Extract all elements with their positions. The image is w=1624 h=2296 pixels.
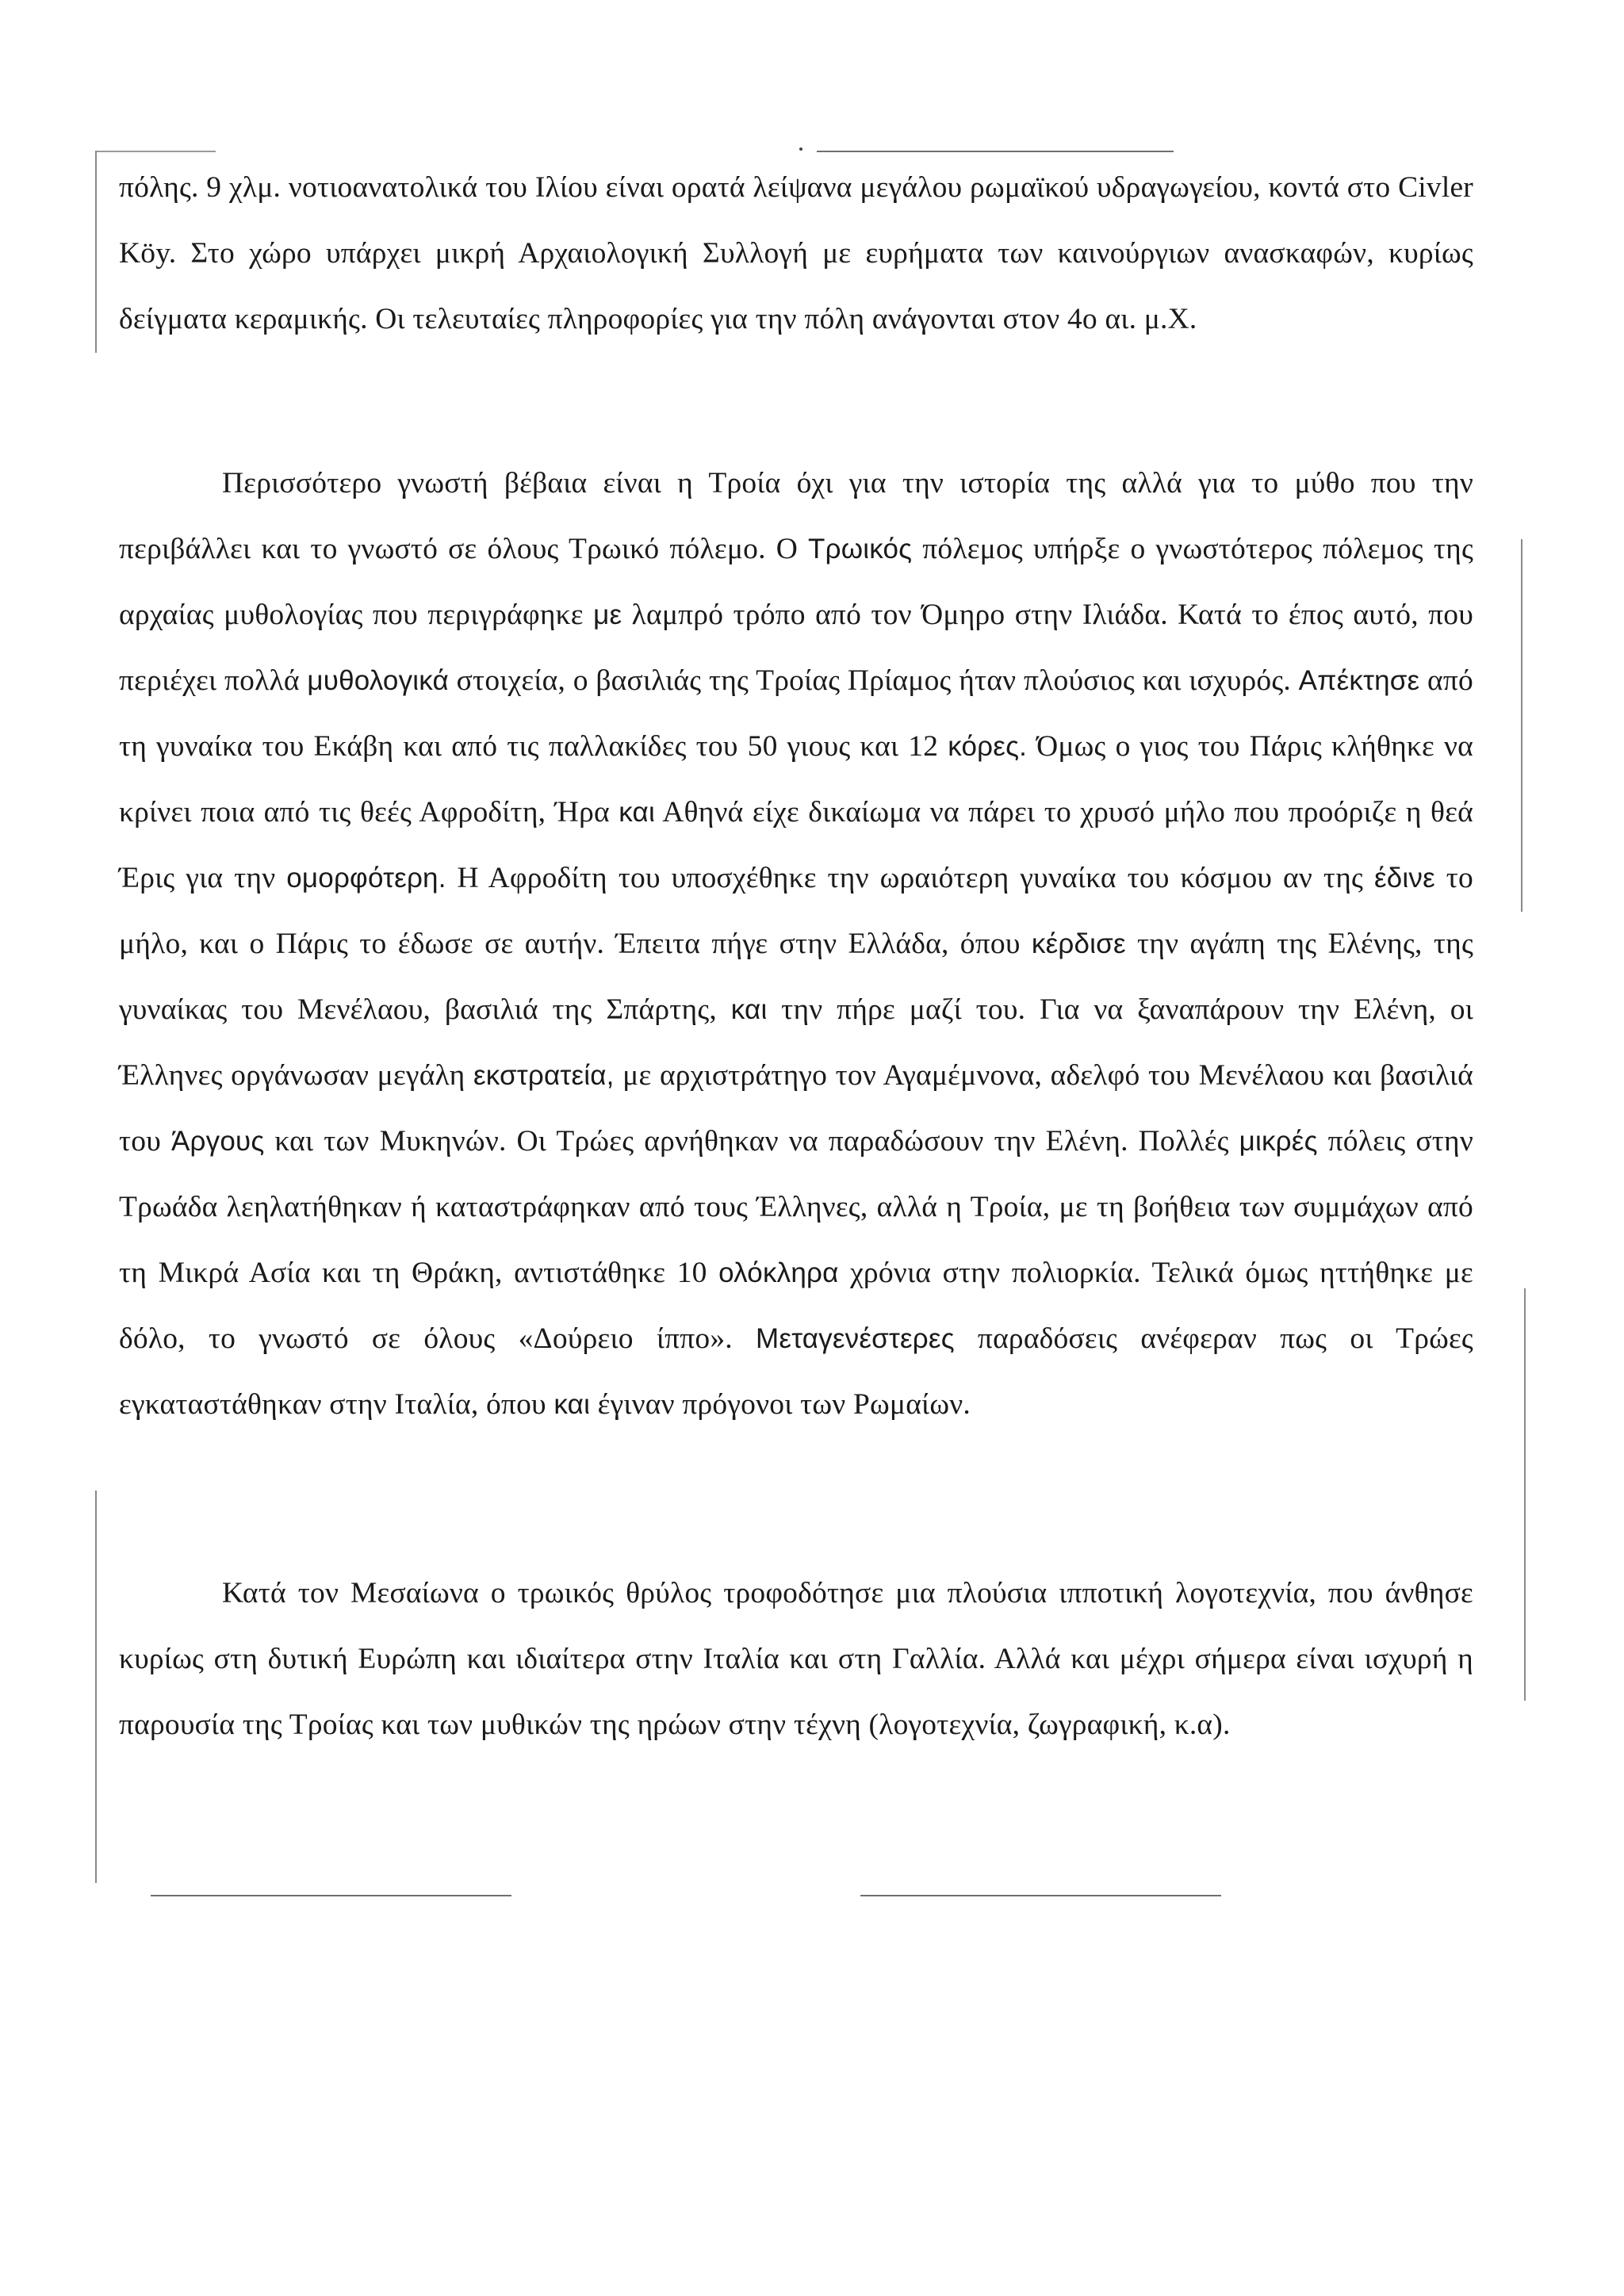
paragraph-1 <box>119 155 1473 352</box>
paragraph-3-text <box>119 1560 1473 1758</box>
text-run: Όμως ο γιος του Πάρις κλήθηκε να κρίνει ποια από τις θεές Αφροδίτη, Ήρα <box>119 730 1473 828</box>
top-left-rule <box>97 151 216 152</box>
top-dot <box>799 147 802 151</box>
text-run: πόλης. 9 χλμ. νοτιοανατολικά του Ιλίου είναι ορατά λείψανα μεγάλου ρωμαϊκού υδραγωγείου, κοντά στο Civler Köy. Στο χώρο υπάρχει μικρή Αρχαιολογική Συλλογή με ευρήματα των καινούργιων ανασκαφών, κυρίως δείγματα κεραμικής. Οι τελευταίες πληροφορίες για την πόλη ανάγονται στον 4ο αι. μ.Χ. <box>119 171 1473 335</box>
left-vertical-rule-upper <box>95 151 97 353</box>
bottom-right-rule <box>860 1895 1221 1896</box>
text-run: λαμπρό τρόπο από τον Όμηρο στην Ιλιάδα. Κατά το έπος αυτό, που περιέχει πολλά <box>119 599 1473 697</box>
text-run: Η Αφροδίτη του υποσχέθηκε την ωραιότερη γυναίκα του κόσμου αν της <box>446 862 1374 894</box>
text-run: ολόκληρα <box>718 1257 839 1288</box>
text-run: με αρχιστράτηγο τον Αγαμέμνονα, αδελφό του Μενέλαου και βασιλιά του <box>119 1059 1474 1158</box>
left-vertical-rule-lower <box>95 1490 97 1883</box>
text-run: την αγάπη της Ελένης, της γυναίκας του Μενέλαου, βασιλιά της Σπάρτης, <box>119 928 1473 1026</box>
text-run: και <box>730 994 768 1025</box>
text-run: Αθηνά είχε δικαίωμα να πάρει το χρυσό μήλο που προόριζε η θεά Έρις για την <box>119 796 1474 894</box>
text-run: Άργους <box>170 1126 265 1157</box>
text-run: και <box>619 797 655 828</box>
text-run: κέρδισε <box>1031 928 1126 959</box>
text-run: Κατά τον Μεσαίωνα ο τρωικός θρύλος τροφοδότησε μια πλούσια ιπποτική λογοτεχνία, που άνθησε κυρίως στη δυτική Ευρώπη και ιδιαίτερα στην Ιταλία και στη Γαλλία. Αλλά και μέχρι σήμερα είναι ισχυρή η παρουσία της Τροίας και των μυθικών της ηρώων στην τέχνη (λογοτεχνία, ζωγραφική, κ.α). <box>119 1577 1473 1741</box>
paragraph-2-text <box>119 450 1473 1437</box>
text-run: το μήλο, και ο Πάρις το έδωσε σε αυτήν. Έπειτα πήγε στην Ελλάδα, όπου <box>119 862 1474 960</box>
text-run: μυθολογικά <box>307 665 449 696</box>
top-rule <box>817 151 1174 152</box>
paragraph-1-text <box>119 155 1473 352</box>
text-run: και <box>553 1389 591 1420</box>
text-run: ομορφότερη. <box>286 863 446 894</box>
paragraph-2 <box>119 450 1473 1437</box>
text-run: Τρωικός <box>808 534 913 564</box>
text-run: έδινε <box>1373 863 1435 894</box>
text-run: Απέκτησε <box>1298 665 1420 696</box>
text-run: την πήρε μαζί του. Για να ξαναπάρουν την Ελένη, οι Έλληνες οργάνωσαν μεγάλη <box>119 993 1473 1092</box>
text-run: πόλεις στην Τρωάδα λεηλατήθηκαν ή καταστράφηκαν από τους Έλληνες, αλλά η Τροία, με τη βοήθεια των συμμάχων από τη Μικρά Ασία και τη Θράκη, αντιστάθηκε 10 <box>119 1125 1473 1289</box>
text-run: εκστρατεία, <box>473 1060 615 1091</box>
right-vertical-rule-lower <box>1524 1288 1526 1701</box>
text-run: παραδόσεις ανέφεραν πως οι Τρώες εγκαταστάθηκαν στην Ιταλία, όπου <box>119 1322 1473 1421</box>
right-vertical-rule-mid <box>1521 539 1522 912</box>
text-run: Περισσότερο γνωστή βέβαια είναι η Τροία όχι για την ιστορία της αλλά για το μύθο που την περιβάλλει και το γνωστό σε όλους Τρωικό πόλεμο. Ο <box>119 467 1473 565</box>
text-run: πόλεμος υπήρξε ο γνωστότερος πόλεμος της αρχαίας μυθολογίας που περιγράφηκε <box>119 533 1474 631</box>
text-run: στοιχεία, ο βασιλιάς της Τροίας Πρίαμος ήταν πλούσιος και ισχυρός. <box>448 664 1299 697</box>
text-run: Μεταγενέστερες <box>756 1323 955 1354</box>
paragraph-3 <box>119 1560 1473 1758</box>
text-run: με <box>593 599 622 630</box>
text-run: μικρές <box>1239 1126 1318 1157</box>
text-run: και των Μυκηνών. Οι Τρώες αρνήθηκαν να παραδώσουν την Ελένη. Πολλές <box>264 1125 1239 1158</box>
text-run: από τη γυναίκα του Εκάβη και από τις παλλακίδες του 50 γιους και 12 <box>119 664 1473 763</box>
text-run: έγιναν πρόγονοι των Ρωμαίων. <box>590 1388 971 1421</box>
text-run: κόρες. <box>948 731 1028 762</box>
text-run: χρόνια στην πολιορκία. Τελικά όμως ηττήθηκε με δόλο, το γνωστό σε όλους «Δούρειο ίππο». <box>119 1257 1473 1355</box>
bottom-left-rule <box>151 1895 511 1896</box>
